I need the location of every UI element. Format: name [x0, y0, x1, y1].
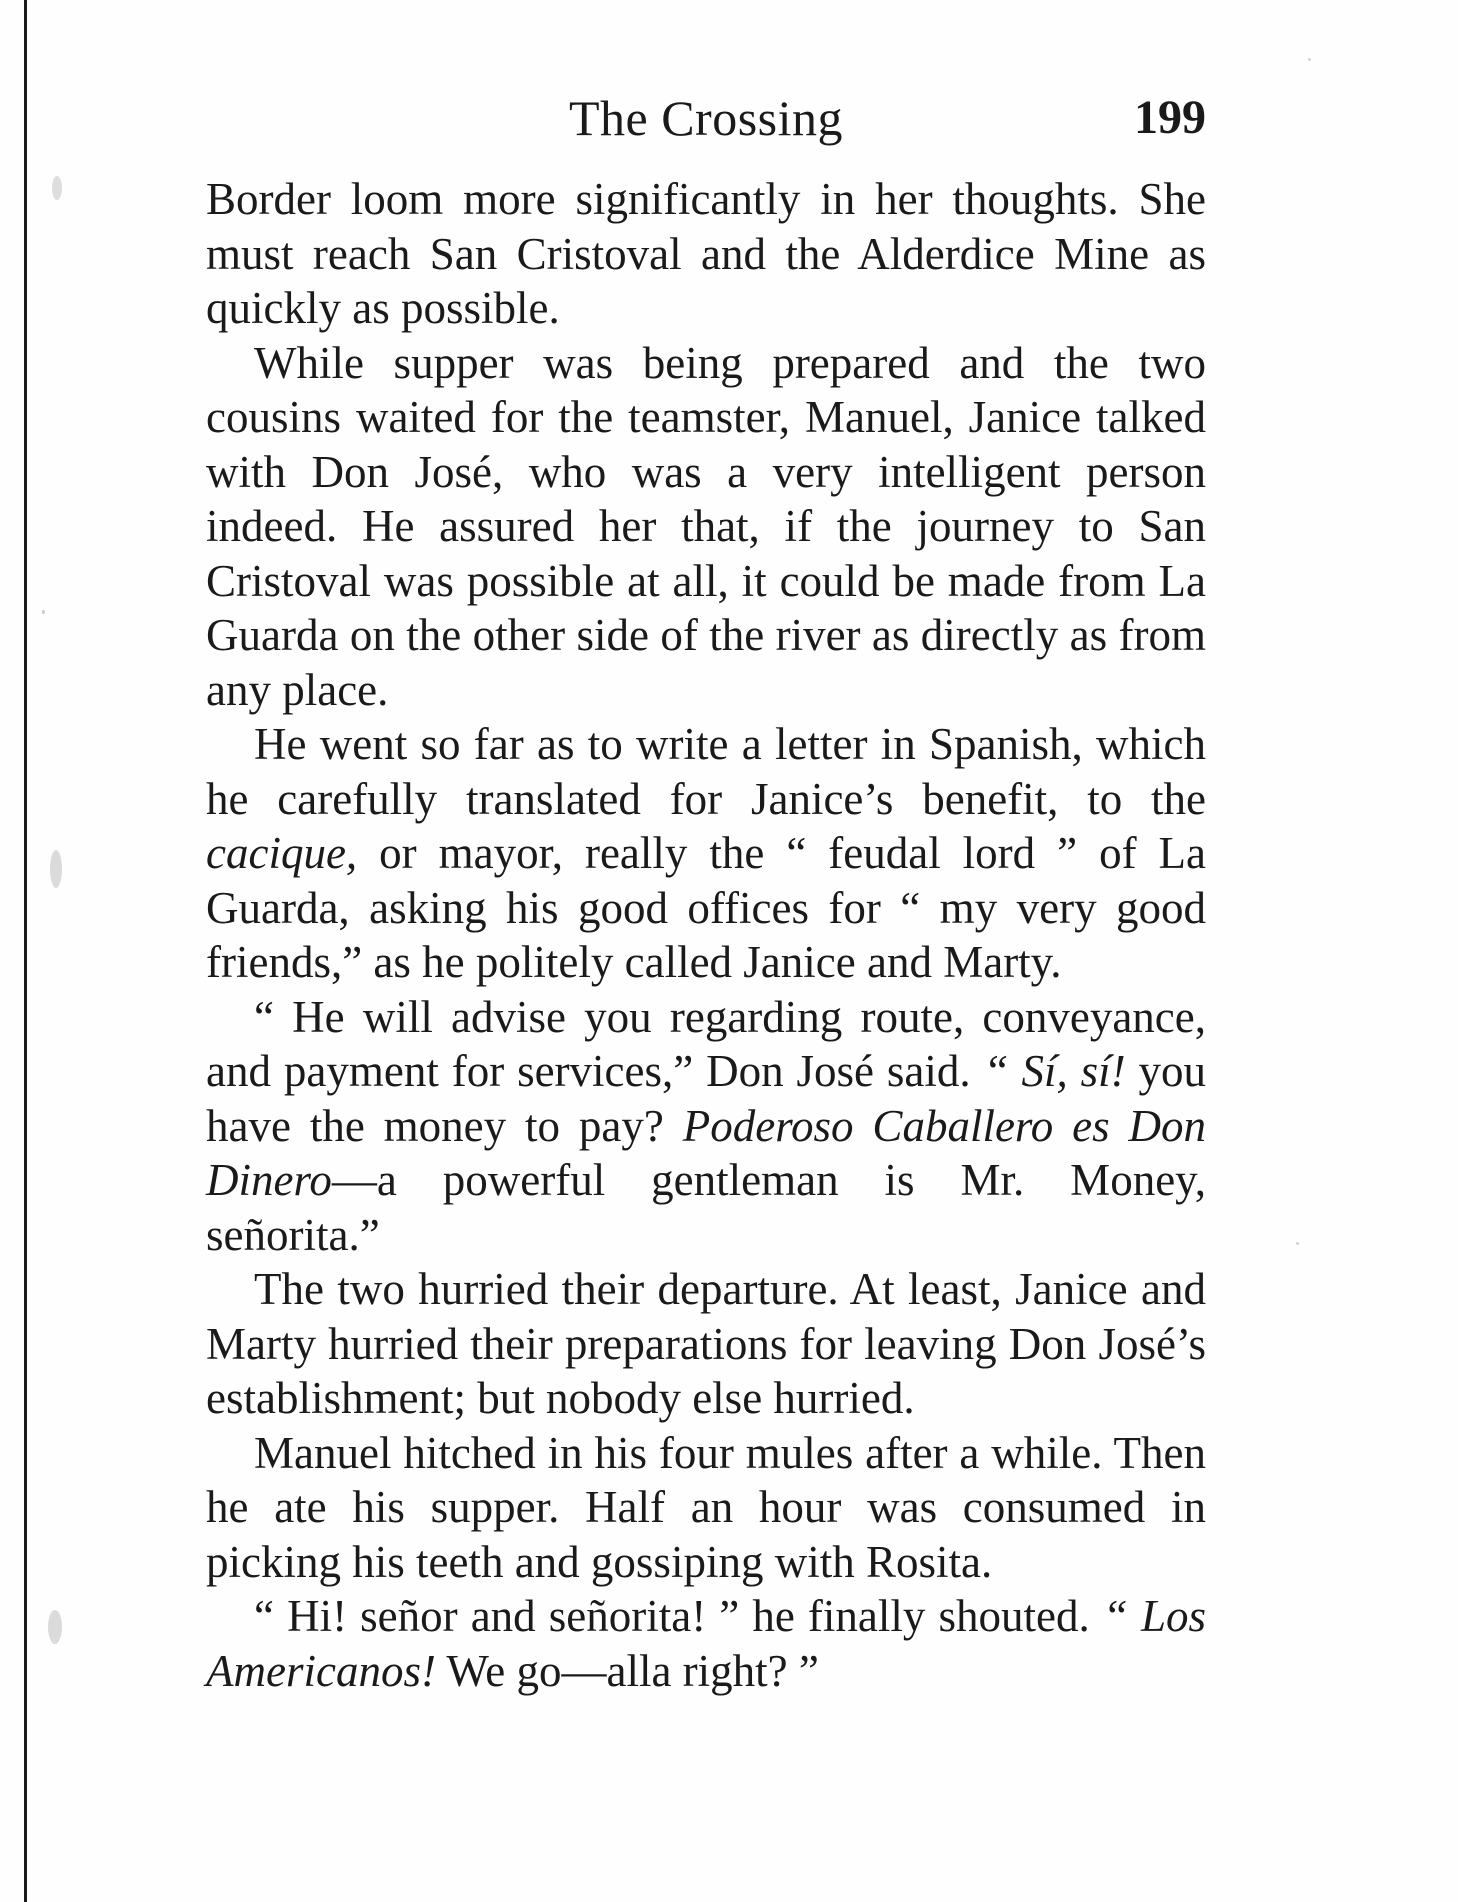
paragraph-3 [206, 717, 1206, 990]
italic-cacique: cacique, [206, 828, 358, 878]
scan-speck [42, 610, 45, 614]
italic-spanish-proverb: Poderoso Caballero es Don Dinero [206, 1100, 1206, 1205]
body-text [206, 172, 1206, 1698]
page-number: 199 [1134, 91, 1206, 144]
paragraph-7-text-b: We go—alla right? ” [435, 1645, 819, 1696]
paragraph-1: Border loom more significantly in her thoughts. She must reach San Cristoval and the Alderdice Mine as quickly as possible. [206, 174, 1206, 333]
scan-speck [1296, 1242, 1299, 1245]
paragraph-3-text-b: or mayor, really the “ feudal lord ” of La Guarda, asking his good offices for “ my very good friends,” as he politely called Janice and Marty. [206, 828, 1206, 987]
paragraph-5: The two hurried their departure. At least, Janice and Marty hurried their preparations for leaving Don José’s establishment; but nobody else hurried. [206, 1264, 1206, 1423]
binding-edge [24, 0, 27, 1902]
scan-speck [48, 1610, 62, 1644]
paragraph-4-text-a: “ He will advise you regarding route, conveyance, and payment for services,” Don José said. [206, 991, 1206, 1096]
paragraph-4 [206, 990, 1206, 1263]
chapter-title: The Crossing [568, 90, 844, 146]
italic-si-si: “ Sí, sí! [983, 1046, 1126, 1096]
italic-los-americanos: “ Los Americanos! [206, 1591, 1206, 1696]
running-head [206, 86, 1206, 150]
paragraph-7-text-a: “ Hi! señor and señorita! ” he finally shouted. [254, 1591, 1103, 1641]
paragraph-6: Manuel hitched in his four mules after a while. Then he ate his supper. Half an hour was consumed in picking his teeth and gossiping with Rosita. [206, 1427, 1206, 1587]
scan-speck [50, 850, 62, 888]
paragraph-2: While supper was being prepared and the two cousins waited for the teamster, Manuel, Janice talked with Don José, who was a very intelligent person indeed. He assured her that, if the journey to San Cristoval was possible at all, it could be made from La Guarda on the other side of the river as directly as from any place. [206, 337, 1206, 715]
paragraph-7 [206, 1589, 1206, 1698]
scan-speck [52, 176, 62, 200]
paragraph-4-text-c: —a powerful gentleman is Mr. Money, señorita.” [206, 1155, 1206, 1260]
paragraph-4-text-b: you have the money to pay? [206, 1046, 1207, 1151]
paragraph-3-text-a: He went so far as to write a letter in Spanish, which he carefully translated for Janice’s benefit, to the [206, 719, 1206, 824]
scan-speck [1308, 58, 1311, 61]
